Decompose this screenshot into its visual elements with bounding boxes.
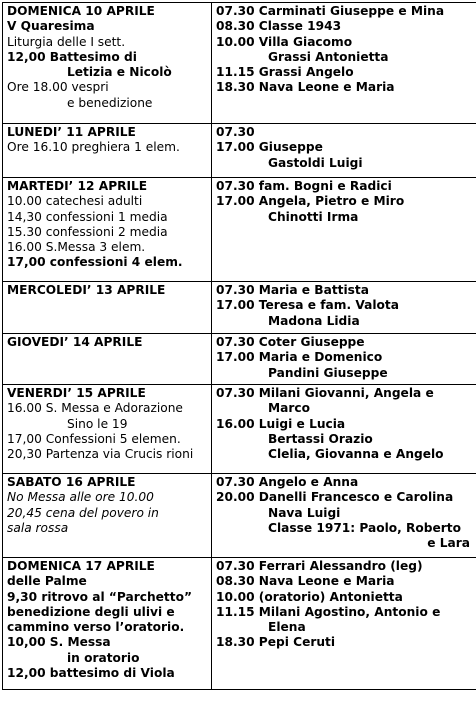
event-line: benedizione degli ulivi e: [7, 604, 175, 619]
day-row: [3, 282, 476, 334]
mass-intentions-cell: [212, 282, 476, 334]
intention-line: 07.30 Milani Giovanni, Angela e: [216, 386, 434, 400]
intention-line: 07.30 Ferrari Alessandro (leg): [216, 559, 423, 573]
event-line: 17,00 Confessioni 5 elemen.: [7, 431, 181, 446]
event-line: VENERDI’ 15 APRILE: [7, 386, 146, 400]
intention-line: Grassi Antonietta: [268, 49, 389, 64]
event-line: No Messa alle ore 10.00: [7, 490, 154, 505]
day-row: [3, 474, 476, 558]
event-line: sala rossa: [7, 520, 69, 535]
intention-line: Pandini Giuseppe: [268, 365, 388, 380]
intention-line: 07.30 Maria e Battista: [216, 283, 369, 297]
event-line: 20,45 cena del povero in: [7, 505, 159, 520]
day-events-cell: [3, 124, 212, 178]
day-row: [3, 334, 476, 385]
intention-line: 20.00 Danelli Francesco e Carolina: [216, 490, 454, 505]
intention-line: 18.30 Pepi Ceruti: [216, 635, 336, 650]
day-events-cell: [3, 474, 212, 558]
intention-line: Bertassi Orazio: [268, 431, 373, 446]
day-events-cell: [3, 334, 212, 385]
intention-line: 07.30 Carminati Giuseppe e Mina: [216, 4, 445, 18]
intention-line: 17.00 Teresa e fam. Valota: [216, 298, 399, 313]
event-line: 17,00 confessioni 4 elem.: [7, 255, 183, 270]
mass-intentions-cell: [212, 474, 476, 558]
event-line: delle Palme: [7, 574, 87, 589]
mass-intentions-cell: [212, 334, 476, 385]
intention-line: 17.00 Angela, Pietro e Miro: [216, 194, 405, 209]
event-line: Ore 18.00 vespri: [7, 80, 109, 95]
day-events-cell: [3, 178, 212, 282]
event-line: 12,00 Battesimo di: [7, 49, 137, 64]
intention-line: Nava Luigi: [268, 505, 341, 520]
day-row: [3, 3, 476, 124]
mass-intentions-cell: [212, 178, 476, 282]
day-events-cell: [3, 385, 212, 474]
intention-line: 17.00 Maria e Domenico: [216, 350, 383, 365]
mass-intentions-cell: [212, 385, 476, 474]
event-line: 16.00 S.Messa 3 elem.: [7, 240, 146, 255]
day-row: [3, 124, 476, 178]
event-line: DOMENICA 17 APRILE: [7, 559, 155, 573]
event-line: GIOVEDI’ 14 APRILE: [7, 335, 143, 349]
event-line: Liturgia delle I sett.: [7, 34, 126, 49]
intention-line: 07.30 Coter Giuseppe: [216, 335, 365, 349]
day-events-cell: [3, 282, 212, 334]
intention-line: 11.15 Milani Agostino, Antonio e: [216, 604, 441, 619]
day-row: [3, 385, 476, 474]
intention-line: 11.15 Grassi Angelo: [216, 65, 354, 80]
intention-line: 08.30 Nava Leone e Maria: [216, 574, 395, 589]
schedule-body: [3, 3, 476, 690]
intention-line: Elena: [268, 620, 306, 635]
intention-line: 07.30 Angelo e Anna: [216, 475, 359, 489]
event-line: 10,00 S. Messa: [7, 635, 111, 650]
event-line: DOMENICA 10 APRILE: [7, 4, 155, 18]
event-line: 14,30 confessioni 1 media: [7, 209, 168, 224]
day-row: [3, 178, 476, 282]
event-line: MARTEDI’ 12 APRILE: [7, 179, 148, 193]
event-line: 9,30 ritrovo al “Parchetto”: [7, 589, 192, 604]
intention-line: Clelia, Giovanna e Angelo: [268, 447, 444, 462]
mass-intentions-cell: [212, 124, 476, 178]
intention-line: Classe 1971: Paolo, Roberto: [268, 520, 461, 535]
event-line: V Quaresima: [7, 19, 95, 34]
day-events-cell: [3, 558, 212, 690]
mass-intentions-cell: [212, 3, 476, 124]
weekly-schedule-table: [2, 2, 476, 690]
event-line: LUNEDI’ 11 APRILE: [7, 125, 136, 139]
intention-line: 16.00 Luigi e Lucia: [216, 416, 346, 431]
event-line: e benedizione: [67, 95, 153, 110]
intention-line: 07.30: [216, 125, 255, 139]
event-line: 15.30 confessioni 2 media: [7, 224, 168, 239]
intention-line: 18.30 Nava Leone e Maria: [216, 80, 395, 95]
day-row: [3, 558, 476, 690]
event-line: cammino verso l’oratorio.: [7, 620, 185, 635]
event-line: 16.00 S. Messa e Adorazione: [7, 401, 183, 416]
intention-line: Chinotti Irma: [268, 209, 359, 224]
event-line: 20,30 Partenza via Crucis rioni: [7, 447, 194, 462]
day-events-cell: [3, 3, 212, 124]
event-line: Letizia e Nicolò: [67, 65, 172, 80]
event-line: MERCOLEDI’ 13 APRILE: [7, 283, 166, 297]
intention-line: 17.00 Giuseppe: [216, 140, 323, 155]
intention-line: 07.30 fam. Bogni e Radici: [216, 179, 392, 193]
event-line: 12,00 battesimo di Viola: [7, 666, 175, 681]
event-line: Ore 16.10 preghiera 1 elem.: [7, 140, 180, 155]
intention-line: 08.30 Classe 1943: [216, 19, 342, 34]
intention-line: e Lara: [427, 536, 470, 551]
event-line: in oratorio: [67, 650, 140, 665]
event-line: Sino le 19: [67, 416, 128, 431]
intention-line: Marco: [268, 401, 310, 416]
intention-line: 10.00 Villa Giacomo: [216, 34, 353, 49]
mass-intentions-cell: [212, 558, 476, 690]
event-line: SABATO 16 APRILE: [7, 475, 136, 489]
intention-line: Gastoldi Luigi: [268, 155, 363, 170]
event-line: 10.00 catechesi adulti: [7, 194, 143, 209]
intention-line: 10.00 (oratorio) Antonietta: [216, 589, 403, 604]
intention-line: Madona Lidia: [268, 313, 360, 328]
